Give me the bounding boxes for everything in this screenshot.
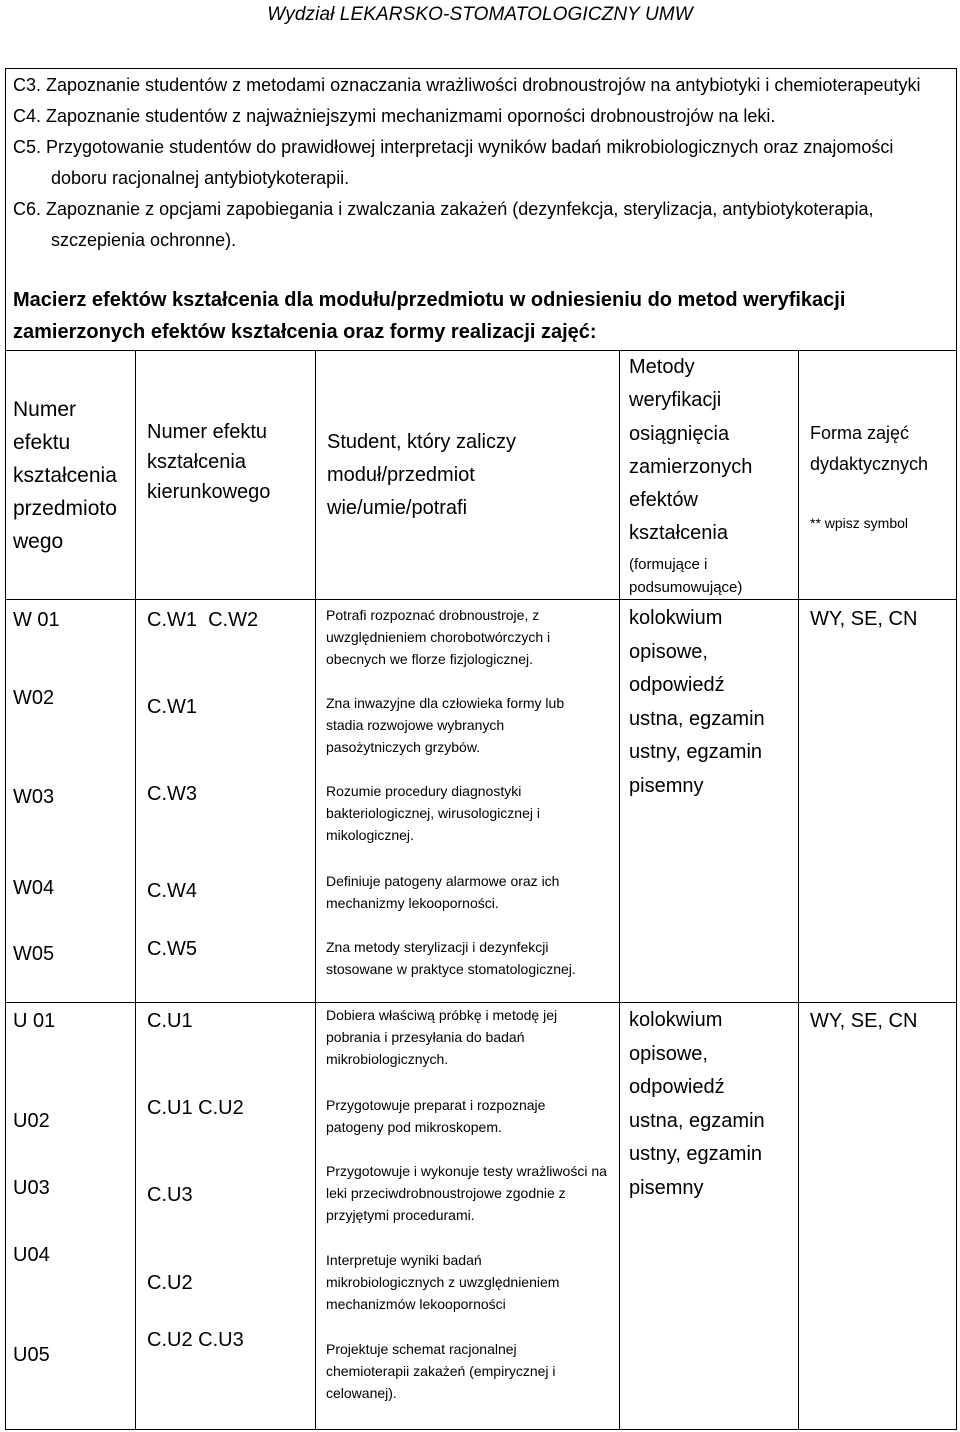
header-student-outcome — [327, 426, 617, 525]
method-line: ustny, egzamin — [629, 1143, 763, 1165]
program-ref-w04: C.W4 — [147, 880, 197, 902]
header-line: Metody — [629, 356, 695, 378]
effect-text-u04: Interpretuje wyniki badań mikrobiologicznych z uwzględnieniem mechanizmów lekooporności — [326, 1252, 560, 1312]
effect-code-u03: U03 — [13, 1177, 50, 1199]
skills-class-form: WY, SE, CN — [810, 1010, 918, 1032]
goal-c4: C4. Zapoznanie studentów z najważniejszymi mechanizmami oporności drobnoustrojów na leki. — [13, 106, 776, 126]
program-ref-u04: C.U2 — [147, 1272, 193, 1294]
program-ref-u03: C.U3 — [147, 1184, 193, 1206]
col-divider-2 — [315, 350, 316, 1430]
effect-code-w02: W02 — [13, 687, 55, 709]
goal-c3: C3. Zapoznanie studentów z metodami oznaczania wrażliwości drobnoustrojów na antybiotyki i chemioterapeutyki — [13, 75, 921, 95]
effect-text-w03: Rozumie procedury diagnostyki bakteriologicznej, wirusologicznej i mikologicznej. — [326, 783, 540, 843]
method-line: odpowiedź — [629, 1076, 725, 1098]
effect-text-u02: Przygotowuje preparat i rozpoznaje patogeny pod mikroskopem. — [326, 1097, 546, 1135]
header-line: Numer — [13, 398, 77, 421]
header-line: osiągnięcia — [629, 422, 730, 445]
method-line: odpowiedź — [629, 674, 725, 696]
method-line: opisowe, — [629, 640, 708, 663]
page-header — [0, 0, 960, 36]
header-line: wie/umie/potrafi — [327, 497, 468, 519]
effect-text-u01: Dobiera właściwą próbkę i metodę jej pobrania i przesyłania do badań mikrobiologicznych. — [326, 1007, 558, 1067]
method-line: pisemny — [629, 774, 704, 797]
program-ref-w02: C.W1 — [147, 696, 197, 718]
method-line: opisowe, — [629, 1042, 708, 1065]
header-class-form — [810, 418, 955, 480]
col-divider-4 — [798, 350, 799, 1430]
header-line: Student, który zaliczy — [327, 431, 516, 453]
goal-c6: C6. Zapoznanie z opcjami zapobiegania i zwalczania zakażeń (dezynfekcja, sterylizacja, antybiotykoterapia, szczepienia ochronne). — [13, 199, 874, 250]
header-line: Forma zajęć — [810, 423, 910, 443]
effect-code-w03: W03 — [13, 786, 55, 808]
rule-after-knowledge — [5, 1002, 957, 1003]
effect-code-w04: W04 — [13, 877, 55, 899]
header-line: weryfikacji — [629, 389, 722, 412]
header-line: Numer efektu — [147, 421, 268, 443]
effect-code-w05: W05 — [13, 943, 55, 965]
effect-code-u04: U04 — [13, 1244, 50, 1266]
knowledge-class-form: WY, SE, CN — [810, 608, 918, 630]
method-line: kolokwium — [629, 1009, 723, 1031]
header-class-form-note: ** wpisz symbol — [810, 515, 909, 531]
method-line: ustny, egzamin — [629, 741, 763, 763]
header-program-effect — [147, 417, 312, 507]
header-verification-methods — [629, 351, 797, 551]
header-line: kształcenia — [13, 464, 117, 487]
faculty-title: Wydział LEKARSKO-STOMATOLOGICZNY UMW — [267, 4, 693, 25]
col-divider-1 — [135, 350, 136, 1430]
knowledge-methods — [629, 602, 797, 803]
effect-code-u05: U05 — [13, 1344, 50, 1366]
program-ref-w05: C.W5 — [147, 938, 197, 960]
effect-code-u01: U 01 — [13, 1010, 56, 1032]
course-goals — [13, 70, 948, 256]
rule-bottom — [5, 1429, 957, 1430]
col-divider-3 — [619, 350, 620, 1430]
effect-text-w02: Zna inwazyjne dla człowieka formy lub stadia rozwojowe wybranych pasożytniczych grzybów. — [326, 695, 565, 755]
effect-text-u05: Projektuje schemat racjonalnej chemioterapii zakażeń (empirycznej i celowanej). — [326, 1341, 556, 1401]
header-line: zamierzonych — [629, 455, 753, 478]
header-line: przedmioto — [13, 497, 117, 520]
header-line: podsumowujące) — [629, 579, 743, 596]
method-line: ustna, egzamin — [629, 707, 765, 730]
method-line: ustna, egzamin — [629, 1109, 765, 1132]
header-line: kształcenia — [629, 522, 728, 545]
rule-after-header — [5, 599, 957, 600]
effect-code-u02: U02 — [13, 1110, 50, 1132]
skills-methods — [629, 1004, 797, 1205]
goal-c5: C5. Przygotowanie studentów do prawidłowej interpretacji wyników badań mikrobiologicznych oraz znajomości doboru racjonalnej antybiotykoterapii. — [13, 137, 894, 188]
program-ref-w03: C.W3 — [147, 783, 197, 805]
effect-code-w01: W 01 — [13, 609, 60, 631]
rule-after-title — [5, 350, 957, 351]
header-effect-number — [13, 393, 131, 558]
header-line: dydaktycznych — [810, 454, 929, 474]
header-line: wego — [13, 530, 64, 553]
effect-text-u03: Przygotowuje i wykonuje testy wrażliwości na leki przeciwdrobnoustrojowe zgodnie z przyjętymi procedurami. — [326, 1163, 607, 1223]
header-line: efektu — [13, 431, 71, 454]
header-line: (formujące i — [629, 556, 708, 573]
matrix-title: Macierz efektów kształcenia dla modułu/przedmiotu w odniesieniu do metod weryfikacji zamierzonych efektów kształcenia oraz formy realizacji zajęć: — [13, 289, 846, 343]
header-line: moduł/przedmiot — [327, 464, 475, 486]
effect-text-w01: Potrafi rozpoznać drobnoustroje, z uwzględnieniem chorobotwórczych i obecnych we florze fizjologicznej. — [326, 607, 551, 667]
header-line: kierunkowego — [147, 481, 271, 503]
header-line: efektów — [629, 489, 698, 512]
header-line: kształcenia — [147, 451, 246, 473]
header-verification-note — [629, 553, 797, 599]
program-ref-u05: C.U2 C.U3 — [147, 1329, 244, 1351]
method-line: kolokwium — [629, 607, 723, 629]
program-ref-u01: C.U1 — [147, 1010, 193, 1032]
program-ref-u02: C.U1 C.U2 — [147, 1097, 244, 1119]
program-ref-w01: C.W1 C.W2 — [147, 609, 259, 631]
effect-text-w05: Zna metody sterylizacji i dezynfekcji stosowane w praktyce stomatologicznej. — [326, 939, 576, 977]
method-line: pisemny — [629, 1176, 704, 1199]
effect-text-w04: Definiuje patogeny alarmowe oraz ich mechanizmy lekooporności. — [326, 873, 560, 911]
